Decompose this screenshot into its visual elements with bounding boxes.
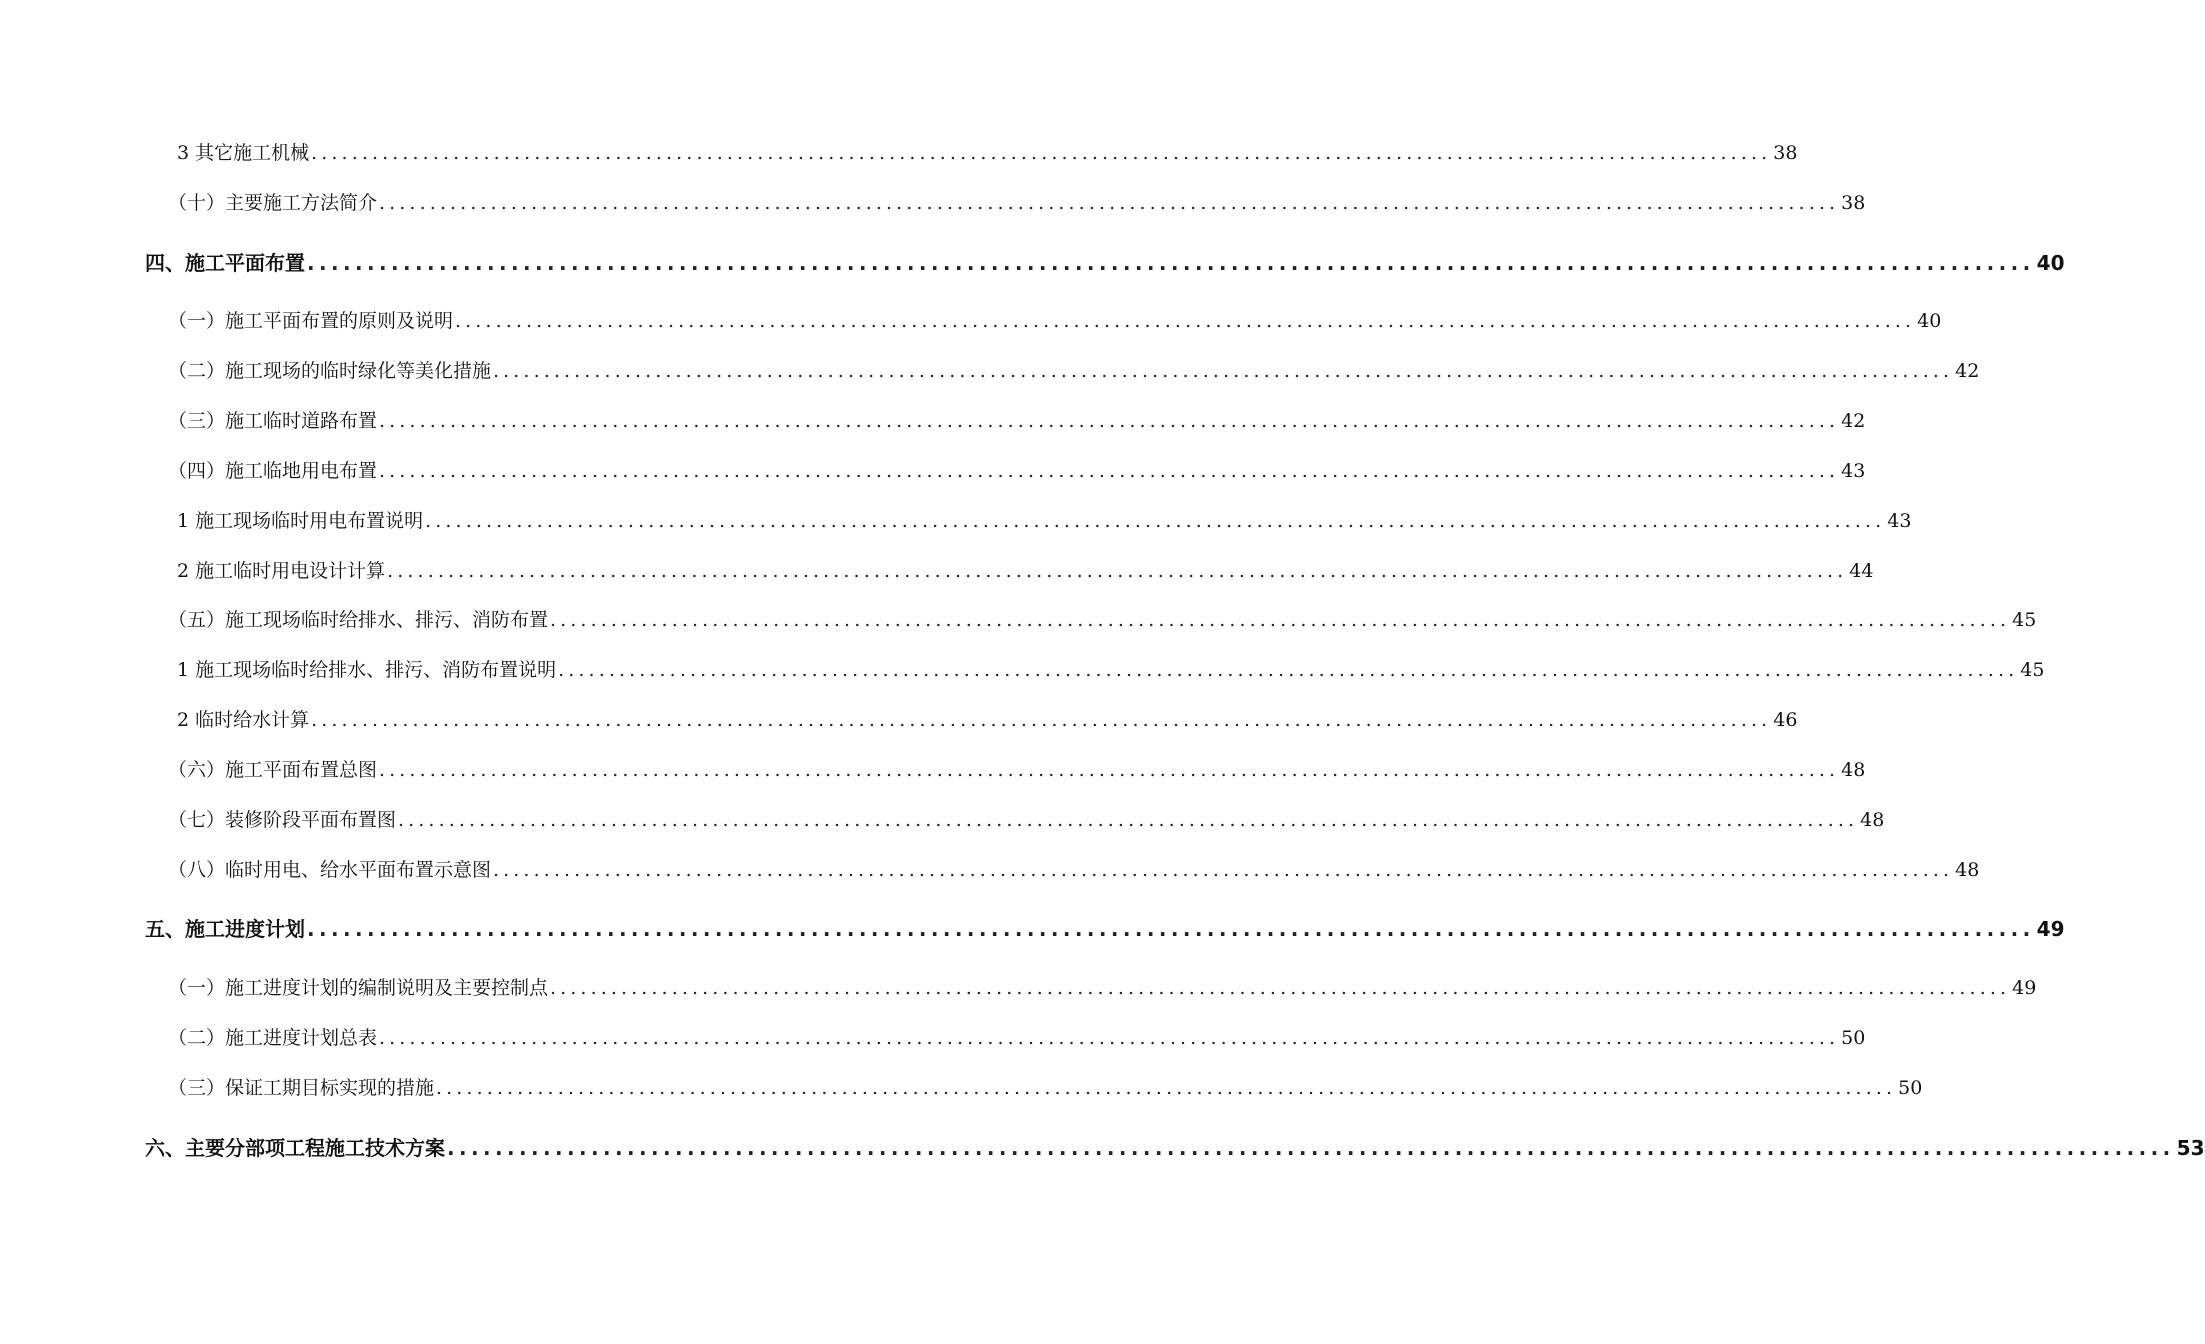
toc-entry-title: 1 施工现场临时用电布置说明 (177, 510, 424, 532)
toc-entry-title: 2 施工临时用电设计计算 (177, 560, 386, 582)
toc-entry-title: （五）施工现场临时给排水、排污、消防布置 (168, 609, 549, 631)
toc-page-number: 38 (1841, 192, 1866, 214)
toc-page-number: 50 (1841, 1027, 1866, 1049)
toc-entry-title: （三）保证工期目标实现的措施 (168, 1077, 435, 1099)
toc-page-number: 40 (1917, 310, 1942, 332)
toc-section-heading[interactable] (145, 913, 2065, 942)
toc-entry[interactable] (177, 705, 1798, 732)
dot-leader: ................................................................................................................................................ (387, 560, 1848, 582)
toc-entry[interactable] (177, 655, 2045, 682)
toc-page-number: 45 (2020, 659, 2045, 681)
dot-leader: ................................................................................................................................................ (307, 917, 2035, 941)
toc-entry-title: （一）施工进度计划的编制说明及主要控制点 (168, 977, 549, 999)
dot-leader: ................................................................................................................................................ (311, 709, 1772, 731)
toc-entry-title: 四、施工平面布置 (145, 251, 305, 275)
toc-entry-title: （七）装修阶段平面布置图 (168, 809, 397, 831)
toc-entry[interactable] (168, 456, 1866, 483)
toc-entry-title: （二）施工现场的临时绿化等美化措施 (168, 360, 492, 382)
dot-leader: ................................................................................................................................................ (436, 1077, 1897, 1099)
toc-page-number: 48 (1860, 809, 1885, 831)
toc-page-number: 42 (1841, 410, 1866, 432)
dot-leader: ................................................................................................................................................ (425, 510, 1886, 532)
toc-entry[interactable] (177, 138, 1798, 165)
dot-leader: ................................................................................................................................................ (447, 1136, 2175, 1160)
toc-page-number: 44 (1849, 560, 1874, 582)
toc-entry-title: 3 其它施工机械 (177, 142, 310, 164)
toc-entry[interactable] (168, 755, 1866, 782)
toc-page-number: 38 (1773, 142, 1798, 164)
toc-section-heading[interactable] (145, 247, 2065, 276)
toc-page-number: 43 (1841, 460, 1866, 482)
toc-entry[interactable] (168, 855, 1980, 882)
dot-leader: ................................................................................................................................................ (558, 659, 2019, 681)
dot-leader: ................................................................................................................................................ (550, 977, 2011, 999)
dot-leader: ................................................................................................................................................ (398, 809, 1859, 831)
toc-entry-title: （十）主要施工方法简介 (168, 192, 378, 214)
toc-entry[interactable] (168, 356, 1980, 383)
toc-entry-title: （三）施工临时道路布置 (168, 410, 378, 432)
toc-entry[interactable] (168, 805, 1885, 832)
dot-leader: ................................................................................................................................................ (550, 609, 2011, 631)
toc-entry[interactable] (177, 506, 1912, 533)
toc-entry[interactable] (168, 1073, 1923, 1100)
toc-entry[interactable] (168, 973, 2037, 1000)
toc-entry[interactable] (168, 188, 1866, 215)
dot-leader: ................................................................................................................................................ (379, 410, 1840, 432)
toc-page-number: 50 (1898, 1077, 1923, 1099)
toc-entry-title: （一）施工平面布置的原则及说明 (168, 310, 454, 332)
dot-leader: ................................................................................................................................................ (311, 142, 1772, 164)
dot-leader: ................................................................................................................................................ (455, 310, 1916, 332)
dot-leader: ................................................................................................................................................ (379, 1027, 1840, 1049)
toc-page-number: 49 (2012, 977, 2037, 999)
toc-page-number: 43 (1887, 510, 1912, 532)
toc-entry-title: 2 临时给水计算 (177, 709, 310, 731)
toc-entry[interactable] (168, 406, 1866, 433)
dot-leader: ................................................................................................................................................ (379, 192, 1840, 214)
toc-page-number: 48 (1841, 759, 1866, 781)
toc-entry-title: （四）施工临地用电布置 (168, 460, 378, 482)
toc-page-number: 45 (2012, 609, 2037, 631)
dot-leader: ................................................................................................................................................ (307, 251, 2035, 275)
toc-entry-title: 五、施工进度计划 (145, 917, 305, 941)
toc-page-number: 48 (1955, 859, 1980, 881)
toc-entry[interactable] (168, 306, 1942, 333)
toc-entry-title: 1 施工现场临时给排水、排污、消防布置说明 (177, 659, 557, 681)
toc-entry[interactable] (177, 556, 1874, 583)
toc-page-number: 46 (1773, 709, 1798, 731)
toc-entry-title: （六）施工平面布置总图 (168, 759, 378, 781)
toc-page-number: 42 (1955, 360, 1980, 382)
toc-entry-title: （二）施工进度计划总表 (168, 1027, 378, 1049)
toc-entry-title: 六、主要分部项工程施工技术方案 (145, 1136, 445, 1160)
dot-leader: ................................................................................................................................................ (379, 759, 1840, 781)
toc-entry-title: （八）临时用电、给水平面布置示意图 (168, 859, 492, 881)
toc-page-number: 49 (2036, 917, 2065, 941)
toc-page-number: 53 (2176, 1136, 2205, 1160)
toc-entry[interactable] (168, 605, 2037, 632)
toc-section-heading[interactable] (145, 1132, 2205, 1161)
dot-leader: ................................................................................................................................................ (379, 460, 1840, 482)
dot-leader: ................................................................................................................................................ (493, 360, 1954, 382)
dot-leader: ................................................................................................................................................ (493, 859, 1954, 881)
toc-page-number: 40 (2036, 251, 2065, 275)
toc-entry[interactable] (168, 1023, 1866, 1050)
